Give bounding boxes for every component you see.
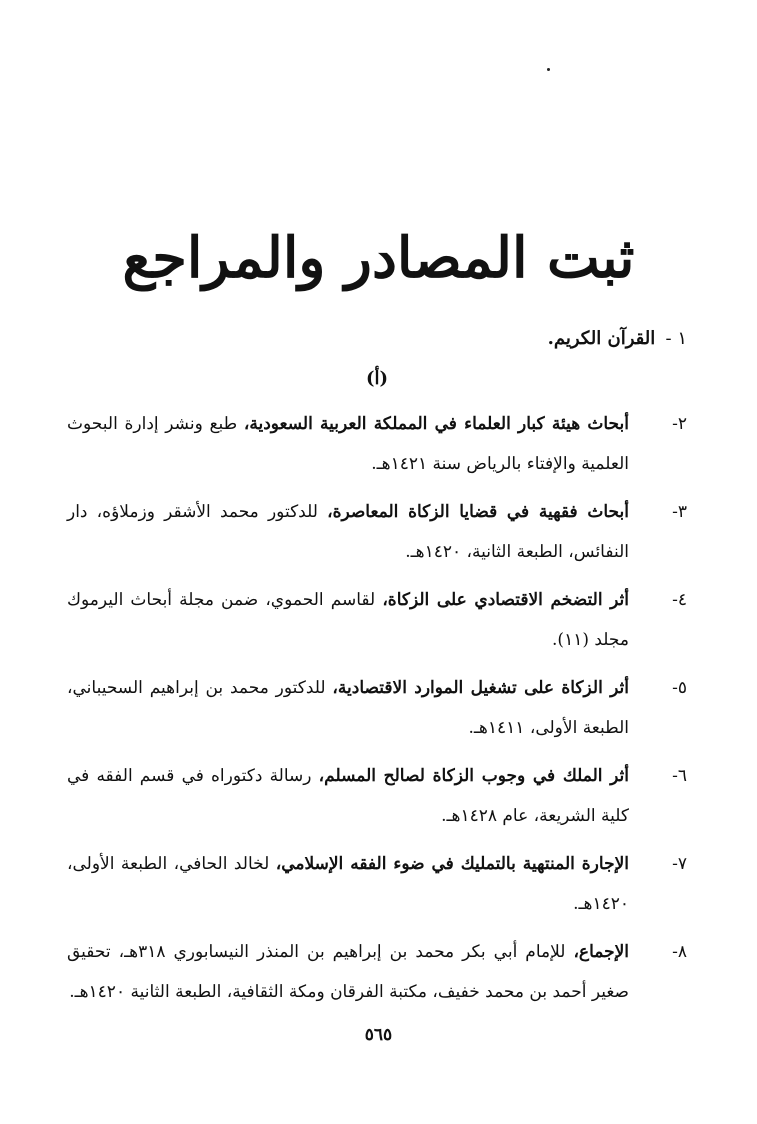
reference-number: ٤- xyxy=(672,590,687,610)
reference-details: رسالة دكتوراه في قسم الفقه في كلية الشريعة، عام ١٤٢٨هـ. xyxy=(67,766,629,826)
reference-details: للإمام أبي بكر محمد بن إبراهيم بن المنذر النيسابوري ٣١٨هـ، تحقيق صغير أحمد بن محمد خفيف، مكتبة الفرقان ومكة الثقافية، الطبعة الثانية ١٤٢٠هـ. xyxy=(67,942,629,1002)
reference-number: ٧- xyxy=(672,854,687,874)
reference-number: ٨- xyxy=(672,942,687,962)
page-number: ٥٦٥ xyxy=(364,1025,393,1045)
reference-title: الإجماع، xyxy=(573,942,630,962)
reference-item-5 xyxy=(67,668,687,748)
reference-title: أثر التضخم الاقتصادي على الزكاة، xyxy=(382,590,630,610)
reference-number: ١ - xyxy=(665,328,687,349)
stray-dot xyxy=(547,68,550,71)
references-list xyxy=(67,322,687,1012)
reference-title: الإجارة المنتهية بالتمليك في ضوء الفقه الإسلامي، xyxy=(275,854,629,874)
reference-text xyxy=(67,844,629,924)
reference-item-8 xyxy=(67,932,687,1012)
reference-number: ٢- xyxy=(672,414,687,434)
reference-text xyxy=(67,580,629,660)
reference-details: طبع ونشر إدارة البحوث العلمية والإفتاء بالرياض سنة ١٤٢١هـ. xyxy=(67,414,629,474)
page-title: ثبت المصادر والمراجع xyxy=(122,225,635,291)
reference-item-3 xyxy=(67,492,687,572)
reference-item-1 xyxy=(67,322,687,356)
reference-title: أبحاث فقهية في قضايا الزكاة المعاصرة، xyxy=(327,502,629,522)
reference-number: ٥- xyxy=(672,678,687,698)
reference-text xyxy=(67,932,629,1012)
reference-item-2 xyxy=(67,404,687,484)
reference-text xyxy=(67,756,629,836)
reference-text xyxy=(67,492,629,572)
reference-title: أبحاث هيئة كبار العلماء في المملكة العربية السعودية، xyxy=(243,414,629,434)
reference-details: للدكتور محمد الأشقر وزملاؤه، دار النفائس، الطبعة الثانية، ١٤٢٠هـ. xyxy=(67,502,629,562)
section-heading: (أ) xyxy=(365,368,389,389)
reference-details: لخالد الحافي، الطبعة الأولى، ١٤٢٠هـ. xyxy=(67,854,629,914)
reference-item-7 xyxy=(67,844,687,924)
reference-title: أثر الزكاة على تشغيل الموارد الاقتصادية، xyxy=(332,678,629,698)
reference-details: للدكتور محمد بن إبراهيم السحيباني، الطبعة الأولى، ١٤١١هـ. xyxy=(67,678,629,738)
reference-details: لقاسم الحموي، ضمن مجلة أبحاث اليرموك مجلد (١١). xyxy=(67,590,629,650)
reference-text xyxy=(67,404,629,484)
reference-item-4 xyxy=(67,580,687,660)
reference-title: أثر الملك في وجوب الزكاة لصالح المسلم، xyxy=(318,766,629,786)
reference-item-6 xyxy=(67,756,687,836)
reference-number: ٦- xyxy=(672,766,687,786)
reference-number: ٣- xyxy=(672,502,687,522)
reference-text xyxy=(67,668,629,748)
reference-title: القرآن الكريم. xyxy=(547,328,656,349)
